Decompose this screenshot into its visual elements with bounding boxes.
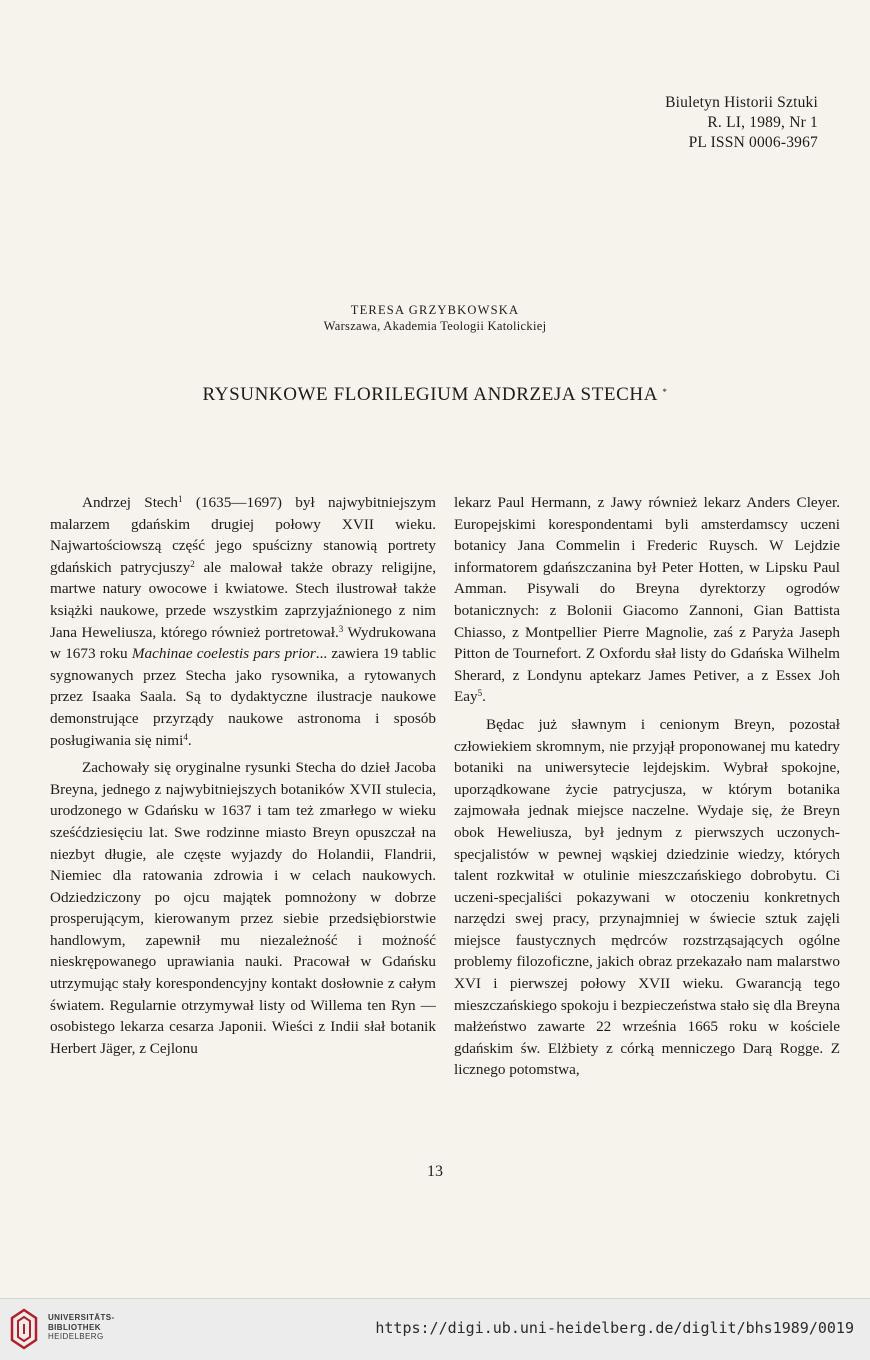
journal-header <box>665 93 818 153</box>
text-run: (1635—1697) był najwybitniejszym malarzem gdańskim drugiej połowy XVII wieku. Najwartościowszą część jego spuścizny stanowią portrety gdańskich patrycjuszy <box>50 494 436 576</box>
logo-text-line: UNIVERSITÄTS- <box>48 1313 115 1322</box>
footnote-ref: 5 <box>477 688 483 699</box>
university-library-logo-icon[interactable] <box>10 1308 38 1350</box>
footnote-ref: 4 <box>183 731 188 742</box>
author-name: TERESA GRZYBKOWSKA <box>350 303 520 317</box>
footer-bar <box>0 1298 870 1360</box>
text-run: ... zawiera 19 tablic sygnowanych przez Stecha jako rysownika, a rytowanych przez Isaaka Saala. Są to dydaktyczne ilustracje naukowe demonstrujące przyrządy naukowe astronoma i sposób posługiwania się nimi <box>50 645 436 749</box>
left-column <box>50 492 436 1059</box>
footnote-ref: 3 <box>338 623 344 634</box>
paragraph: Będac już sławnym i cenionym Breyn, pozostał człowiekiem skromnym, nie przyjął proponowanej mu katedry botaniki na uniwersytecie lejdejskim. Wybrał spokojne, uporządkowane życie patrycjusza, w którym botanika zajmowała jednak miejsce naczelne. Wydaje się, że Breyn obok Heweliusza, był jednym z pierwszych uczonych-specjalistów w pewnej wąskiej dziedzinie wiedzy, których talent rozkwitał w otulinie mieszczańskiego dobrobytu. Ci uczeni-specjaliści pokazywani w otoczeniu konkretnych narzędzi swej pracy, przynajmniej w świecie sztuk zajęli miejsce faustycznych mędrców rozstrząsających ogólne problemy filozoficzne, jakich obraz przekazało nam malarstwo XVI i pierwszej połowy XVII wieku. Gwarancją tego mieszczańskiego spokoju i bezpieczeństwa stało się dla Breyna małżeństwo zawarte 22 września 1665 roku w kościele gdańskim św. Elżbiety z córką menniczego Darą Rogge. Z licznego potomstwa, <box>454 715 840 1079</box>
text-run: Wydrukowana w 1673 roku <box>50 623 436 663</box>
text-run: lekarz Paul Hermann, z Jawy również lekarz Anders Cleyer. Europejskimi korespondentami byli amsterdamscy uczeni botanicy Jana Commelin i Frederic Ruysch. W Lejdzie informatorem gdańszczanina był Peter Hotten, w Lipsku Paul Amman. Pisywali do Breyna dyrektorzy ogrodów botanicznych: z Bolonii Giacomo Zannoni, Gian Battista Chiasso, z Montpellier Pierre Magnolie, zaś z Paryża Jaseph Pitton de Tournefort. Z Oxfordu słał listy do Gdańska Wilhelm Sherard, z Londynu aptekarz James Petiver, a z Essex Joh Eay <box>454 494 840 706</box>
journal-issn: PL ISSN 0006-3967 <box>688 134 818 151</box>
author-block <box>0 302 870 334</box>
article-title <box>0 384 870 406</box>
logo-text-line: HEIDELBERG <box>48 1332 104 1341</box>
right-column <box>454 492 840 1081</box>
text-run: Andrzej Stech <box>82 494 179 511</box>
article-title-text: RYSUNKOWE FLORILEGIUM ANDRZEJA STECHA <box>202 384 657 405</box>
text-run: . <box>482 688 486 706</box>
university-library-name <box>48 1313 115 1342</box>
logo-text-line: BIBLIOTHEK <box>48 1322 101 1332</box>
footnote-ref: 2 <box>190 558 195 569</box>
text-run: . <box>187 731 192 749</box>
footnote-ref: 1 <box>178 494 183 504</box>
permalink-url[interactable]: https://digi.ub.uni-heidelberg.de/diglit/bhs1989/0019 <box>375 1319 854 1337</box>
paragraph <box>50 492 436 751</box>
book-title: Machinae coelestis pars prior <box>131 645 316 663</box>
author-affiliation: Warszawa, Akademia Teologii Katolickiej <box>323 319 547 333</box>
page-number: 13 <box>427 1163 443 1180</box>
title-footnote-mark: * <box>662 387 668 397</box>
journal-name: Biuletyn Historii Sztuki <box>665 94 818 111</box>
paragraph <box>454 492 840 708</box>
paragraph: Zachowały się oryginalne rysunki Stecha do dzieł Jacoba Breyna, jednego z najwybitniejszych botaników XVII stulecia, urodzonego w Gdańsku w 1637 i tam też zmarłego w wieku sześćdziesięciu lat. Swe rodzinne miasto Breyn opuszczał na niezbyt długie, ale częste wyjazdy do Holandii, Flandrii, Niemiec dla ratowania zdrowia i w celach naukowych. Odziedziczony po ojcu majątek pomnożony w dobrze prosperującym, kierowanym przez siebie przedsiębiorstwie handlowym, zapewnił mu niezależność i możność nieskrępowanego uprawiania nauki. Pracował w Gdańsku utrzymując stały korespondencyjny kontakt dosłownie z całym światem. Regularnie otrzymywał listy od Willema ten Ryn — osobistego lekarza cesarza Japonii. Wieści z Indii słał botanik Herbert Jäger, z Cejlonu <box>50 759 436 1057</box>
journal-volume: R. LI, 1989, Nr 1 <box>707 114 818 131</box>
text-run: ale malował także obrazy religijne, martwe natury owocowe i kwiatowe. Stech ilustrował także książki naukowe, przede wszystkim zaprzyjaźnionego z nim Jana Heweliusza, którego również portretował. <box>50 558 436 641</box>
